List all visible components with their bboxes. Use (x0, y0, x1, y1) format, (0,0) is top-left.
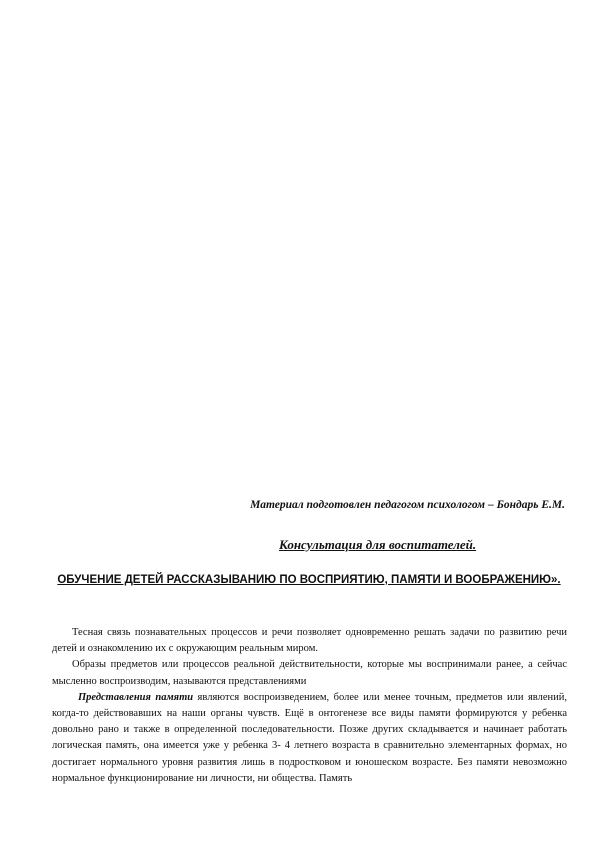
document-title: ОБУЧЕНИЕ ДЕТЕЙ РАССКАЗЫВАНИЮ ПО ВОСПРИЯТИЮ, ПАМЯТИ И ВООБРАЖЕНИЮ». (57, 574, 561, 586)
term-memory-representations: Представления памяти (78, 691, 194, 703)
paragraph-3 (52, 690, 567, 787)
author-line: Материал подготовлен педагогом психологом – Бондарь Е.М. (250, 499, 565, 511)
consultation-heading: Консультация для воспитателей. (279, 537, 477, 552)
paragraph-1: Тесная связь познавательных процессов и речи позволяет одновременно решать задачи по развитию речи детей и ознакомлению их с окружающим реальным миром. (52, 627, 567, 655)
paragraph-3-text: являются воспроизведением, более или менее точным, предметов или явлений, когда-то действовавших на наши органы чувств. Ещё в онтогенезе все виды памяти формируются у ребенка довольно рано и также в определенной последовательности. Позже других складывается и начинает работать логическая память, она имеется уже у ребенка 3- 4 летнего возраста в сравнительно элементарных формах, но достигает нормального уровня развития лишь в подростковом и юношеском возрасте. Без памяти невозможно нормальное функционирование ни личности, ни общества. Память (52, 691, 568, 784)
document-body (52, 625, 567, 787)
paragraph-2: Образы предметов или процессов реальной действительности, которые мы воспринимали ранее, а сейчас мысленно воспроизводим, называются представлениями (52, 659, 567, 687)
